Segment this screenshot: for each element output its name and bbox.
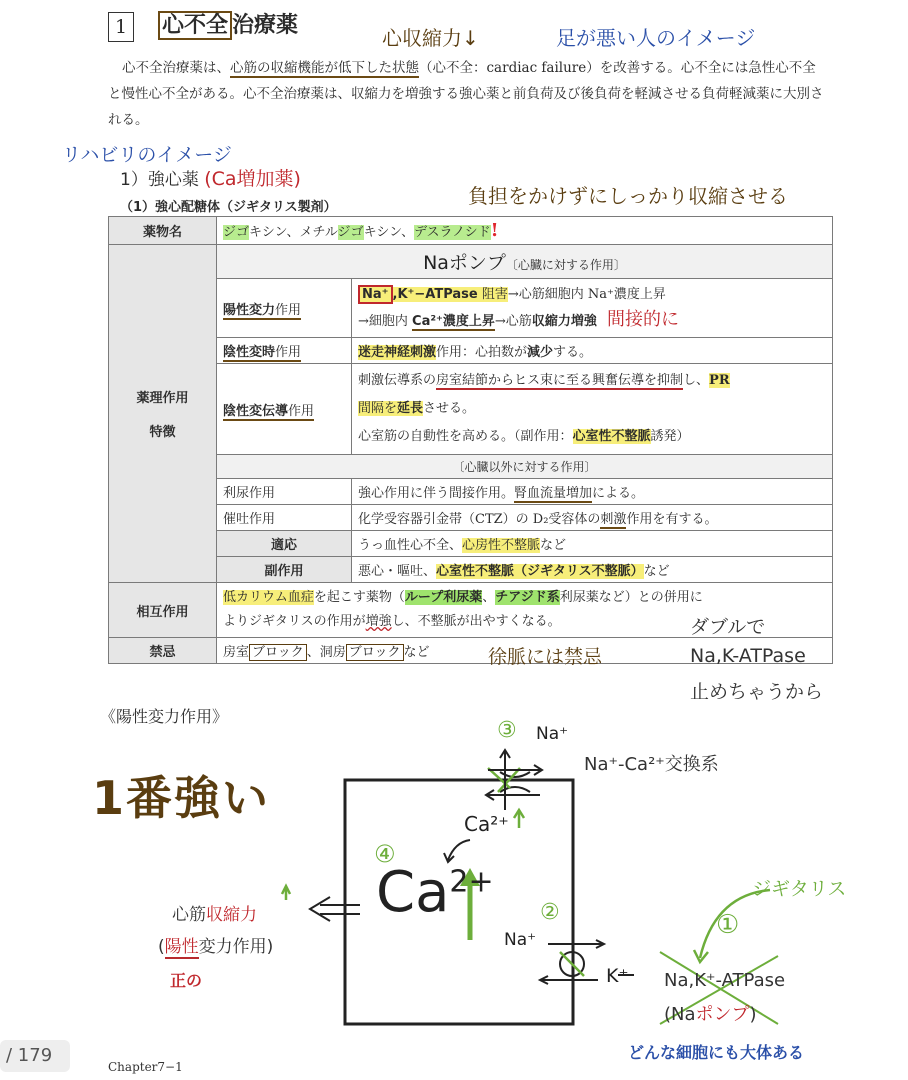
intro-underline: 心筋の収縮機能が低下した状態 (230, 60, 419, 76)
subsection-title: 1）強心薬 (Ca増加薬) (120, 168, 301, 190)
table-row-drug-names: 薬物名 ジゴキシン、メチルジゴキシン、デスラノシド! (109, 217, 833, 245)
num-2: ② (540, 900, 560, 925)
positive-label: 正の (170, 971, 203, 990)
intro-paragraph: 心不全治療薬は、心筋の収縮機能が低下した状態（心不全：cardiac failure）を改善する。心不全には急性心不全と慢性心不全がある。心不全治療薬は、収縮力を増強する強心薬と前負荷及び後負荷を軽減させる負荷軽減薬に大別される。 (108, 60, 824, 128)
na-right: Na⁺ (504, 930, 537, 950)
annotation-every-cell: どんな細胞にも大体ある (628, 1043, 805, 1062)
num-3: ③ (497, 718, 517, 743)
page-counter[interactable]: / 179 (0, 1040, 70, 1072)
digitalis-table: 薬物名 ジゴキシン、メチルジゴキシン、デスラノシド! 薬理作用 特徴 Naポンプ〔心臓に対する作用〕 陽性変力作用 Na⁺ ,K⁺−ATPase 阻害→心筋細胞内 Na⁺濃度上昇 →細胞内 Ca²⁺濃度上昇→心筋収縮力増強 間接的に 陰性変時作用 迷走神経刺激作用：心拍数が減少する。 陰性変伝導作用 刺激伝導系の房室結節からヒス束に至る興奮伝導を抑制し、PR 間隔を延長させる。 心室筋の自動性を高める。（副作用：心室性不整脈誘発） 〔心臓以外に対する作用〕 利尿作用 強心作用に伴う間接作用。腎血流量増加による。 催吐作用 化学受容器引金帯（CTZ）の D₂受容体の刺激作用を有する。 適応 うっ血性心不全、心房性不整脈など 副作用 悪心・嘔吐、心室性不整脈（ジギタリス不整脈）など 相互作用 低カリウム血症を起こす薬物（ループ利尿薬、チアジド系利尿薬など）との併用に よりジギタリスの作用が増強し、不整脈が出やすくなる。 禁忌 房室 ブロック 、洞房 ブロック など (108, 216, 833, 664)
na-top: Na⁺ (536, 724, 569, 744)
annotation-stop: 止めちゃうから (690, 681, 824, 703)
exchanger-label: Na⁺-Ca²⁺交換系 (584, 754, 719, 775)
annotation-double: ダブルで (690, 616, 766, 638)
annotation-contraction-down: 心収縮力↓ (382, 26, 479, 50)
table-row-interaction: 相互作用 低カリウム血症を起こす薬物（ループ利尿薬、チアジド系利尿薬など）との併用に よりジギタリスの作用が増強し、不整脈が出やすくなる。 (109, 583, 833, 638)
annotation-bad-legs: 足が悪い人のイメージ (556, 26, 756, 50)
ca-small-arrow (448, 840, 470, 860)
table-row-negative-dromotropic: 陰性変伝導作用 刺激伝導系の房室結節からヒス束に至る興奮伝導を抑制し、PR 間隔を延長させる。 心室筋の自動性を高める。（副作用：心室性不整脈誘発） (109, 364, 833, 455)
annotation-bradycardia: 徐脈には禁忌 (488, 646, 603, 668)
table-row-positive-inotropic: 陽性変力作用 Na⁺ ,K⁺−ATPase 阻害→心筋細胞内 Na⁺濃度上昇 →細胞内 Ca²⁺濃度上昇→心筋収縮力増強 間接的に (109, 279, 833, 338)
section-title (158, 8, 298, 39)
effect-double-arrow (310, 897, 360, 921)
table-row-diuretic: 利尿作用 強心作用に伴う間接作用。腎血流量増加による。 (109, 479, 833, 505)
table-row-negative-chronotropic: 陰性変時作用 迷走神経刺激作用：心拍数が減少する。 (109, 338, 833, 364)
num-4: ④ (374, 840, 396, 868)
pharm-head: 薬理作用 特徴 (109, 245, 217, 583)
effect-label: 心筋収縮力 (172, 905, 257, 925)
section-number: 1 (108, 12, 134, 42)
atpase-pump-label: (Naポンプ) (664, 1004, 757, 1025)
subsubsection-title: （1）強心配糖体（ジギタリス製剤） (120, 200, 337, 215)
effect-sub: (陽性変力作用) (158, 937, 274, 957)
annotation-rehab: リハビリのイメージ (62, 144, 232, 166)
table-row-emetic: 催吐作用 化学受容器引金帯（CTZ）の D₂受容体の刺激作用を有する。 (109, 505, 833, 531)
num-1: ① (716, 910, 740, 940)
annotation-na-k-atpase: Na,K-ATPase (690, 645, 806, 667)
k-plus: K⁺ (606, 965, 629, 987)
section-title-rest: 治療薬 (232, 13, 299, 38)
atpase-label: Na,K⁺-ATPase (664, 970, 786, 991)
annotation-strongest: 1番強い (92, 771, 271, 825)
table-row-contraindication: 禁忌 房室 ブロック 、洞房 ブロック など (109, 638, 833, 664)
table-row-side-effect: 副作用 悪心・嘔吐、心室性不整脈（ジギタリス不整脈）など (109, 557, 833, 583)
chapter-label: Chapter7−1 (108, 1060, 183, 1074)
diagram-title: 《陽性変力作用》 (100, 707, 229, 726)
annotation-na-pump: Naポンプ (423, 252, 506, 274)
section-title-boxed: 心不全 (158, 11, 232, 40)
table-row-indication: 適応 うっ血性心不全、心房性不整脈など (109, 531, 833, 557)
annotation-indirect: 間接的に (606, 309, 679, 330)
ca-big: $Ca^{2+}$ (376, 860, 494, 925)
ca-small: Ca²⁺ (464, 812, 509, 836)
annotation-no-burden: 負担をかけずにしっかり収縮させる (468, 184, 788, 208)
digitalis-label: ジギタリス (752, 878, 847, 900)
